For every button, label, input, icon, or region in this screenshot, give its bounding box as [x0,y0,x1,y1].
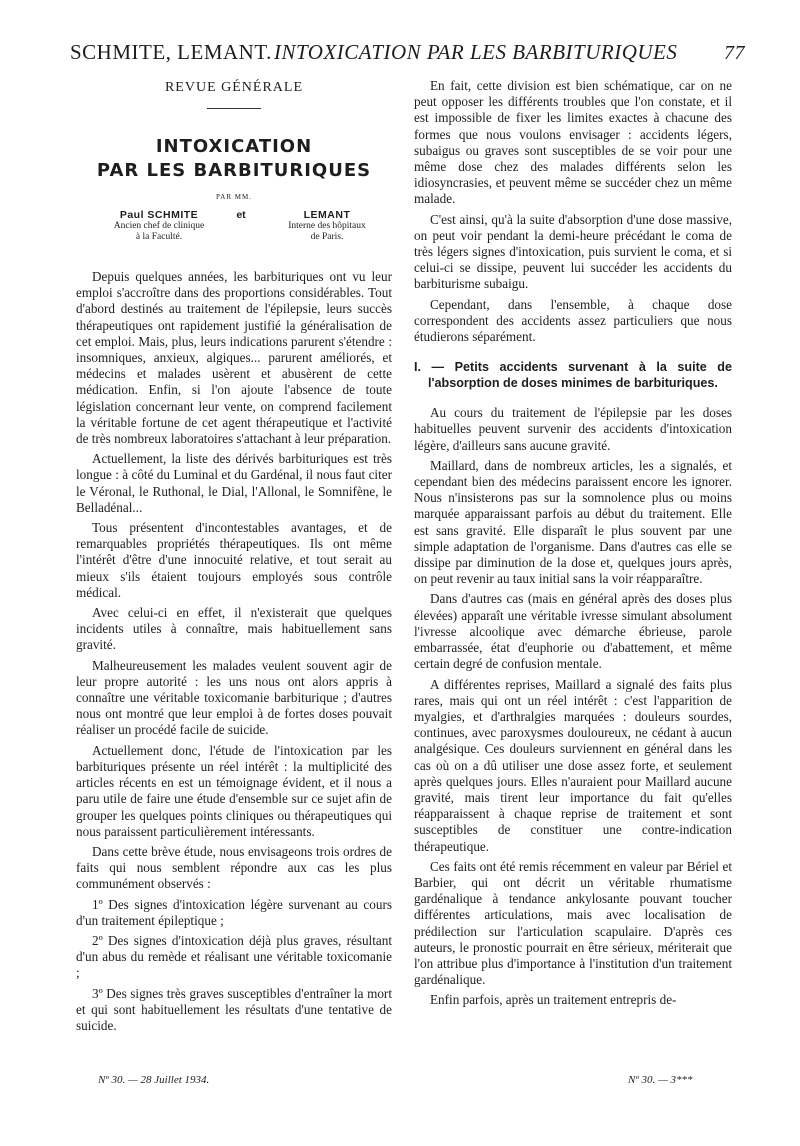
author-2 [272,209,382,243]
author-2-role-2: de Paris. [310,232,344,242]
page-number: 77 [724,42,745,64]
footer-issue-date: Nº 30. — 28 Juillet 1934. [98,1074,210,1086]
right-column [414,78,732,1009]
author-block [76,209,392,247]
article-title [76,135,392,183]
paragraph: Ces faits ont été remis récemment en valeur par Bériel et Barbier, qui ont décrit un véritable rhumatisme gardénalique à tendance ankylosante pouvant toucher différentes articulations, mais avec localisation de prédilection sur l'articulation scapulaire. D'après ces auteurs, le pronostic pourrait en être sérieux, mériterait que l'on attribue plus d'importance à l'institution d'un traitement gardénalique. [414,858,732,988]
author-2-name: LEMANT [303,209,351,221]
paragraph: Depuis quelques années, les barbituriques ont vu leur emploi s'accroître dans des proportions considérables. Tout d'abord destinés au traitement de l'épilepsie, leurs succès thérapeutiques ont rapidement justifié la généralisation de cet emploi. Mais, plus, leurs indications parurent s'étendre : insomniques, anxieux, algiques... parurent améliorés, et médecins et malades usèrent et abusèrent de cette médication. Enfin, si l'on ajoute l'absence de toute législation concernant leur vente, on comprend facilement la véritable fortune de cet agent thérapeutique et l'activité de très nombreux laboratoires s'attachant à leur préparation. [76,269,392,447]
paragraph: Maillard, dans de nombreux articles, les a signalés, et cependant bien des médecins paraissent encore les ignorer. Nous n'insisterons pas sur la somnolence plus ou moins marquée apparaissant parfois au début du traitement. Elle est sans gravité. Elle disparaît le plus souvent par une simple adaptation de l'organisme. Dans d'autres cas elle se dissipe par diminution de la dose et, quelques jours après, on peut revenir au taux initial sans la voir réapparaître. [414,457,732,587]
section-label: REVUE GÉNÉRALE [164,80,304,95]
author-1 [94,209,224,243]
byline-prefix: PAR MM. [216,193,252,201]
paragraph: C'est ainsi, qu'à la suite d'absorption d'une dose massive, on peut voir pendant la demi-heure précédant le coma de très légers signes d'intoxication, puis survient le coma, et si celui-ci se dissipe, peuvent lui succéder les accidents du barbiturisme subaigu. [414,211,732,292]
paragraph: Actuellement donc, l'étude de l'intoxication par les barbituriques présente un réel intérêt : la multiplicité des articles récents en est un témoignage évident, et il nous a paru utile de faire une étude d'ensemble sur ce sujet afin de grouper les quelques points cliniques ou thérapeutiques qui nous paraissent particulièrement intéressants. [76,742,392,839]
left-column [76,78,392,1034]
running-head-authors: SCHMITE, LEMANT. [70,40,272,64]
section-heading: I. — Petits accidents survenant à la suite de l'absorption de doses minimes de barbituriques. [414,360,732,391]
article-title-line-1: INTOXICATION [155,136,313,157]
list-item: 3º Des signes très graves susceptibles d'entraîner la mort et qui sont habituellement les résultats d'une tentative de suicide. [76,985,392,1033]
author-2-role-1: Interne des hôpitaux [288,221,366,231]
paragraph: Enfin parfois, après un traitement entrepris de- [430,992,677,1008]
paragraph: Dans cette brève étude, nous envisageons trois ordres de faits qui nous semblent répondre aux cas les plus communément observés : [76,843,392,892]
author-conjunction: et [236,209,246,221]
article-title-line-2: PAR LES BARBITURIQUES [96,160,372,181]
paragraph: Avec celui-ci en effet, il n'existerait que quelques incidents utiles à connaître, mais habituellement sans gravité. [76,605,392,653]
title-divider [207,108,261,109]
running-head-title: INTOXICATION PAR LES BARBITURIQUES [274,40,678,64]
list-item: 1º Des signes d'intoxication légère survenant au cours d'un traitement épileptique ; [76,896,392,928]
left-body-text [76,269,392,1034]
paragraph: Cependant, dans l'ensemble, à chaque dose correspondent des accidents assez particuliers que nous étudierons séparément. [414,296,732,345]
author-1-role-2: à la Faculté. [135,232,183,242]
running-head [70,40,745,70]
paragraph: Malheureusement les malades veulent souvent agir de leur propre autorité : les uns nous ont alors appris à connaître une véritable toxicomanie barbiturique ; d'autres nous ont montré que leur emploi à de fortes doses pouvait réaliser un procédé facile de suicide. [76,657,392,738]
footer-signature: Nº 30. — 3*** [628,1074,693,1086]
paragraph: Actuellement, la liste des dérivés barbituriques est très longue : à côté du Luminal et du Gardénal, il nous faut citer le Véronal, le Ruthonal, le Dial, l'Allonal, le Somnifène, le Belladénal... [76,451,392,515]
author-1-role-1: Ancien chef de clinique [113,221,205,231]
list-item: 2º Des signes d'intoxication déjà plus graves, résultant d'un abus du remède et réalisant une véritable toxicomanie ; [76,932,392,981]
author-1-name: Paul SCHMITE [119,209,199,221]
paragraph: En fait, cette division est bien schématique, car on ne peut opposer les différents troubles que l'on constate, et il est impossible de fixer les limites exactes à chacune des formes que nous voulons envisager : accidents légers, subaigus ou graves sont susceptibles de se voir pour une même dose chez des malades différents selon les idiosyncrasies, et peuvent même se succéder chez un même malade. [414,78,732,207]
paragraph: A différentes reprises, Maillard a signalé des faits plus rares, mais qui ont un réel intérêt : c'est l'apparition de myalgies, et d'arthralgies marquées : douleurs sourdes, continues, avec paroxysmes douloureux, ne cédant à aucun analgésique. Ces douleurs surviennent en général dans les cas où on a dû utiliser une dose assez forte, et seulement après quelques jours. Elles n'auraient pour Maillard aucune gravité, mais tirent leur importance du fait qu'elles réapparaissent à chaque reprise de traitement et sont susceptibles de constituer une contre-indication thérapeutique. [414,676,732,854]
paragraph: Tous présentent d'incontestables avantages, et de remarquables propriétés thérapeutiques. Ils ont même l'intérêt d'être d'une innocuité relative, et tout serait au mieux s'ils étaient toujours employés sous contrôle médical. [76,520,392,600]
paragraph: Dans d'autres cas (mais en général après des doses plus élevées) apparaît une véritable ivresse simulant absolument l'ivresse alcoolique avec démarche ébrieuse, parole embarrassée, état d'euphorie ou d'abattement, et même certain degré de confusion mentale. [414,591,732,672]
paragraph: Au cours du traitement de l'épilepsie par les doses habituelles peuvent survenir des accidents d'intoxication légère, d'ailleurs sans aucune gravité. [414,405,732,453]
